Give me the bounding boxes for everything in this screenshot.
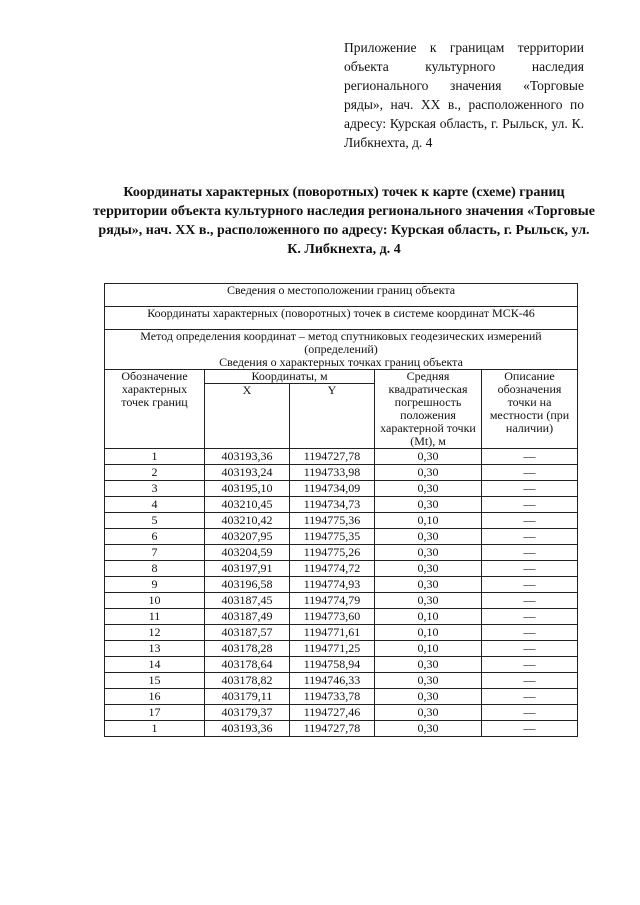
accuracy-cell: 0,30 [375, 721, 482, 737]
x-coordinate-cell: 403204,59 [205, 545, 290, 561]
y-coordinate-cell: 1194774,93 [290, 577, 375, 593]
y-coordinate-cell: 1194771,25 [290, 641, 375, 657]
point-number-cell: 16 [105, 689, 205, 705]
x-coordinate-cell: 403210,42 [205, 513, 290, 529]
point-number-cell: 10 [105, 593, 205, 609]
description-cell: — [482, 577, 578, 593]
y-coordinate-cell: 1194773,60 [290, 609, 375, 625]
x-coordinate-cell: 403193,36 [205, 721, 290, 737]
accuracy-cell: 0,10 [375, 625, 482, 641]
table-row [105, 481, 578, 497]
accuracy-cell: 0,30 [375, 545, 482, 561]
section-location-header: Сведения о местоположении границ объекта [105, 284, 578, 307]
appendix-note: Приложение к границам территории объекта культурного наследия регионального значения «Торговые ряды», нач. XX в., расположенного по адресу: Курская область, г. Рыльск, ул. К. Либкнехта, д. 4 [344, 40, 584, 150]
y-coordinate-cell: 1194771,61 [290, 625, 375, 641]
x-coordinate-cell: 403178,82 [205, 673, 290, 689]
accuracy-cell: 0,30 [375, 497, 482, 513]
table-row [105, 625, 578, 641]
y-coordinate-cell: 1194775,35 [290, 529, 375, 545]
col-header-x: X [205, 384, 290, 449]
y-coordinate-cell: 1194727,78 [290, 721, 375, 737]
x-coordinate-cell: 403207,95 [205, 529, 290, 545]
x-coordinate-cell: 403178,64 [205, 657, 290, 673]
y-coordinate-cell: 1194774,79 [290, 593, 375, 609]
description-cell: — [482, 625, 578, 641]
accuracy-cell: 0,30 [375, 449, 482, 465]
description-cell: — [482, 593, 578, 609]
description-cell: — [482, 529, 578, 545]
table-row [105, 705, 578, 721]
table-row [105, 593, 578, 609]
accuracy-cell: 0,30 [375, 593, 482, 609]
y-coordinate-cell: 1194758,94 [290, 657, 375, 673]
description-cell: — [482, 513, 578, 529]
document-title: Координаты характерных (поворотных) точек к карте (схеме) границ территории объекта культурного наследия регионального значения «Торговые ряды», нач. XX в., расположенного по адресу: Курская область, г. Рыльск, ул. К. Либкнехта, д. 4 [93, 185, 595, 257]
table-row [105, 673, 578, 689]
accuracy-cell: 0,10 [375, 513, 482, 529]
x-coordinate-cell: 403193,36 [205, 449, 290, 465]
description-cell: — [482, 721, 578, 737]
y-coordinate-cell: 1194733,78 [290, 689, 375, 705]
accuracy-cell: 0,10 [375, 641, 482, 657]
point-number-cell: 11 [105, 609, 205, 625]
point-number-cell: 2 [105, 465, 205, 481]
x-coordinate-cell: 403187,57 [205, 625, 290, 641]
table-row [105, 465, 578, 481]
x-coordinate-cell: 403196,58 [205, 577, 290, 593]
point-number-cell: 15 [105, 673, 205, 689]
point-number-cell: 9 [105, 577, 205, 593]
description-cell: — [482, 497, 578, 513]
coordinate-system-header: Координаты характерных (поворотных) точек в системе координат МСК-46 [105, 307, 578, 330]
description-cell: — [482, 545, 578, 561]
table-row [105, 689, 578, 705]
accuracy-cell: 0,30 [375, 465, 482, 481]
table-row [105, 529, 578, 545]
table-row [105, 609, 578, 625]
table-row [105, 577, 578, 593]
accuracy-cell: 0,30 [375, 577, 482, 593]
description-cell: — [482, 465, 578, 481]
method-and-points-header [105, 330, 578, 370]
table-row [105, 721, 578, 737]
table-row [105, 561, 578, 577]
points-section-text: Сведения о характерных точках границ объекта [219, 355, 463, 369]
description-cell: — [482, 609, 578, 625]
accuracy-cell: 0,30 [375, 561, 482, 577]
x-coordinate-cell: 403179,11 [205, 689, 290, 705]
point-number-cell: 1 [105, 449, 205, 465]
col-header-point: Обозначение характерных точек границ [105, 370, 205, 449]
point-number-cell: 3 [105, 481, 205, 497]
x-coordinate-cell: 403195,10 [205, 481, 290, 497]
coordinates-table [104, 283, 578, 737]
x-coordinate-cell: 403197,91 [205, 561, 290, 577]
table-row [105, 449, 578, 465]
method-text: Метод определения координат – метод спутниковых геодезических измерений (определений) [140, 329, 542, 356]
accuracy-cell: 0,10 [375, 609, 482, 625]
description-cell: — [482, 673, 578, 689]
x-coordinate-cell: 403187,45 [205, 593, 290, 609]
accuracy-cell: 0,30 [375, 657, 482, 673]
y-coordinate-cell: 1194775,36 [290, 513, 375, 529]
y-coordinate-cell: 1194746,33 [290, 673, 375, 689]
accuracy-cell: 0,30 [375, 481, 482, 497]
accuracy-cell: 0,30 [375, 673, 482, 689]
point-number-cell: 12 [105, 625, 205, 641]
y-coordinate-cell: 1194734,73 [290, 497, 375, 513]
accuracy-cell: 0,30 [375, 529, 482, 545]
point-number-cell: 7 [105, 545, 205, 561]
x-coordinate-cell: 403210,45 [205, 497, 290, 513]
point-number-cell: 4 [105, 497, 205, 513]
table-row [105, 657, 578, 673]
description-cell: — [482, 481, 578, 497]
col-header-accuracy: Средняя квадратическая погрешность положения характерной точки (Mt), м [375, 370, 482, 449]
table-row [105, 497, 578, 513]
x-coordinate-cell: 403193,24 [205, 465, 290, 481]
description-cell: — [482, 449, 578, 465]
accuracy-cell: 0,30 [375, 705, 482, 721]
table-row [105, 545, 578, 561]
table-row [105, 513, 578, 529]
description-cell: — [482, 561, 578, 577]
description-cell: — [482, 641, 578, 657]
y-coordinate-cell: 1194774,72 [290, 561, 375, 577]
point-number-cell: 14 [105, 657, 205, 673]
col-header-description: Описание обозначения точки на местности (при наличии) [482, 370, 578, 449]
y-coordinate-cell: 1194727,78 [290, 449, 375, 465]
description-cell: — [482, 657, 578, 673]
y-coordinate-cell: 1194775,26 [290, 545, 375, 561]
point-number-cell: 13 [105, 641, 205, 657]
description-cell: — [482, 705, 578, 721]
point-number-cell: 5 [105, 513, 205, 529]
table-row [105, 641, 578, 657]
x-coordinate-cell: 403179,37 [205, 705, 290, 721]
point-number-cell: 17 [105, 705, 205, 721]
point-number-cell: 8 [105, 561, 205, 577]
description-cell: — [482, 689, 578, 705]
col-header-y: Y [290, 384, 375, 449]
y-coordinate-cell: 1194727,46 [290, 705, 375, 721]
x-coordinate-cell: 403187,49 [205, 609, 290, 625]
point-number-cell: 6 [105, 529, 205, 545]
accuracy-cell: 0,30 [375, 689, 482, 705]
points-table-body [105, 449, 578, 737]
y-coordinate-cell: 1194733,98 [290, 465, 375, 481]
point-number-cell: 1 [105, 721, 205, 737]
col-header-coordinates: Координаты, м [205, 370, 375, 384]
x-coordinate-cell: 403178,28 [205, 641, 290, 657]
y-coordinate-cell: 1194734,09 [290, 481, 375, 497]
